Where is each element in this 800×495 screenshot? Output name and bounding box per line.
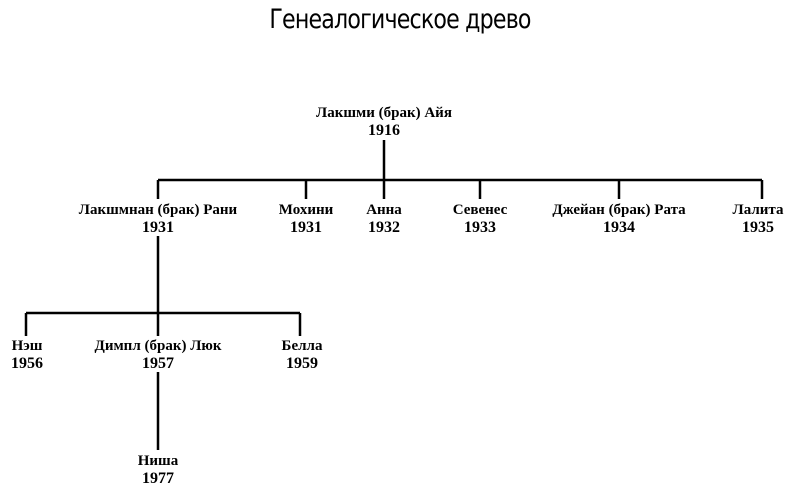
person-jeyan (529, 202, 709, 236)
person-bella (260, 338, 344, 372)
person-year: 1932 (368, 219, 400, 236)
person-lalita (717, 202, 799, 236)
person-nesh (2, 338, 52, 372)
person-name: Севенес (452, 202, 508, 218)
person-year: 1931 (290, 219, 322, 236)
person-year: 1931 (142, 219, 174, 236)
person-lakshman (58, 202, 258, 236)
person-year: 1935 (742, 219, 774, 236)
person-year: 1934 (603, 219, 635, 236)
person-name: Нэш (11, 338, 43, 354)
person-year: 1977 (142, 470, 174, 487)
person-year: 1959 (286, 355, 318, 372)
person-name: Белла (281, 338, 323, 354)
person-name: Ниша (137, 453, 179, 469)
person-dimpl (68, 338, 248, 372)
person-root (284, 105, 484, 139)
person-name: Лакшмнан (брак) Рани (78, 202, 238, 218)
person-year: 1916 (368, 122, 400, 139)
page-title: Генеалогическое древо (269, 4, 531, 35)
person-name: Лакшми (брак) Айя (316, 105, 452, 121)
person-name: Анна (366, 202, 402, 218)
person-name: Джейан (брак) Рата (552, 202, 686, 218)
person-anna (344, 202, 424, 236)
person-year: 1933 (464, 219, 496, 236)
person-sevenes (430, 202, 530, 236)
person-year: 1956 (11, 355, 43, 372)
person-name: Димпл (брак) Люк (94, 338, 222, 354)
person-nisha (118, 453, 198, 487)
person-name: Мохини (278, 202, 334, 218)
person-year: 1957 (142, 355, 174, 372)
person-name: Лалита (732, 202, 784, 218)
person-mokhini (256, 202, 356, 236)
